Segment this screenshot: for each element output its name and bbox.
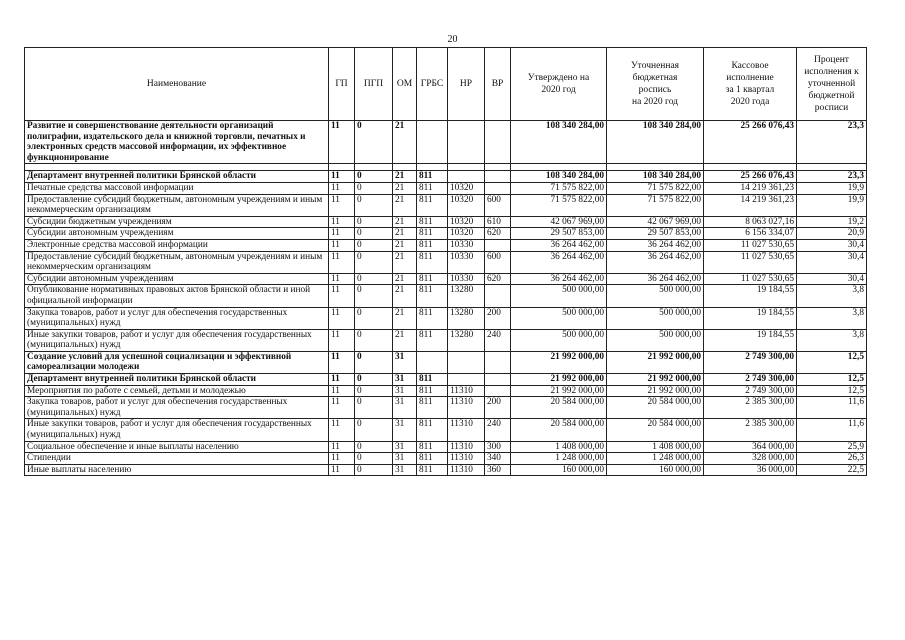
- cell-percent: 23,3: [797, 171, 867, 183]
- cell-pgp: 0: [355, 374, 393, 386]
- cell-cash: 25 266 076,43: [704, 121, 797, 164]
- cell-gp: 11: [329, 171, 355, 183]
- cell-name: Иные закупки товаров, работ и услуг для обеспечения государственных (муниципальных) нужд: [25, 419, 329, 441]
- cell-cash: 6 156 334,07: [704, 228, 797, 240]
- cell-cash: 19 184,55: [704, 285, 797, 307]
- cell-refined: 108 340 284,00: [607, 171, 704, 183]
- cell-om: 21: [393, 251, 417, 273]
- cell-om: 31: [393, 374, 417, 386]
- cell-refined: 36 264 462,00: [607, 251, 704, 273]
- header-om: [393, 48, 417, 121]
- cell-grbs: 811: [417, 285, 448, 307]
- table-body: [25, 121, 867, 476]
- cell-refined: 1 248 000,00: [607, 453, 704, 465]
- cell-cash: 14 219 361,23: [704, 182, 797, 194]
- cell-gp: 11: [329, 239, 355, 251]
- cell-grbs: [417, 351, 448, 373]
- cell-refined: 71 575 822,00: [607, 182, 704, 194]
- cell-vr: 600: [485, 194, 511, 216]
- cell-grbs: 811: [417, 171, 448, 183]
- cell-name: Развитие и совершенствование деятельности организаций полиграфии, издательского дела и книжной торговли, печатных и электронных средств массовой информации, их эффективное функционирование: [25, 121, 329, 164]
- cell-approved: 500 000,00: [511, 307, 607, 329]
- cell-name: Закупка товаров, работ и услуг для обеспечения государственных (муниципальных) нужд: [25, 397, 329, 419]
- cell-vr: [485, 171, 511, 183]
- header-line: бюджетная: [632, 73, 678, 83]
- table-row: [25, 216, 867, 228]
- header-cash: [704, 48, 797, 121]
- table-row: [25, 307, 867, 329]
- cell-np: [448, 374, 485, 386]
- cell-vr: 200: [485, 307, 511, 329]
- cell-np: 11310: [448, 464, 485, 476]
- table-row: [25, 273, 867, 285]
- cell-np: 10330: [448, 239, 485, 251]
- table-row: [25, 121, 867, 164]
- cell-grbs: 811: [417, 453, 448, 465]
- table-row: [25, 453, 867, 465]
- cell-np: 11310: [448, 397, 485, 419]
- spacer-row: [25, 164, 867, 171]
- cell-pgp: 0: [355, 194, 393, 216]
- cell-name: Закупка товаров, работ и услуг для обеспечения государственных (муниципальных) нужд: [25, 307, 329, 329]
- header-line: НР: [459, 79, 473, 89]
- cell-om: 21: [393, 329, 417, 351]
- header-line: 2020 год: [541, 85, 576, 95]
- cell-np: 10320: [448, 216, 485, 228]
- header-refined: [607, 48, 704, 121]
- cell-vr: 360: [485, 464, 511, 476]
- cell-name: [25, 164, 329, 171]
- cell-cash: 2 749 300,00: [704, 351, 797, 373]
- cell-np: 10320: [448, 194, 485, 216]
- cell-name: Субсидии автономным учреждениям: [25, 228, 329, 240]
- cell-grbs: 811: [417, 397, 448, 419]
- cell-refined: 36 264 462,00: [607, 273, 704, 285]
- cell-vr: [485, 385, 511, 397]
- cell-om: 31: [393, 397, 417, 419]
- header-line: 2020 года: [730, 97, 770, 107]
- table-row: [25, 351, 867, 373]
- cell-gp: 11: [329, 397, 355, 419]
- cell-np: [448, 171, 485, 183]
- cell-refined: 21 992 000,00: [607, 374, 704, 386]
- cell-gp: [329, 164, 355, 171]
- table-row: [25, 285, 867, 307]
- header-line: исполнения к: [804, 67, 859, 77]
- cell-percent: 25,9: [797, 441, 867, 453]
- table-header: [25, 48, 867, 121]
- cell-percent: [797, 164, 867, 171]
- cell-cash: 19 184,55: [704, 307, 797, 329]
- cell-gp: 11: [329, 285, 355, 307]
- cell-om: 21: [393, 171, 417, 183]
- cell-np: [448, 351, 485, 373]
- cell-cash: 11 027 530,65: [704, 251, 797, 273]
- cell-approved: 20 584 000,00: [511, 397, 607, 419]
- header-line: роспись: [638, 85, 672, 95]
- cell-approved: 21 992 000,00: [511, 385, 607, 397]
- header-line: за 1 квартал: [725, 85, 775, 95]
- cell-approved: 1 408 000,00: [511, 441, 607, 453]
- cell-approved: 20 584 000,00: [511, 419, 607, 441]
- cell-refined: 21 992 000,00: [607, 385, 704, 397]
- cell-percent: 12,5: [797, 351, 867, 373]
- header-line: Утверждено на: [527, 73, 590, 83]
- table-row: [25, 374, 867, 386]
- cell-cash: 19 184,55: [704, 329, 797, 351]
- cell-cash: 328 000,00: [704, 453, 797, 465]
- cell-om: [393, 164, 417, 171]
- cell-cash: 8 063 027,16: [704, 216, 797, 228]
- cell-approved: 21 992 000,00: [511, 351, 607, 373]
- cell-np: 11310: [448, 441, 485, 453]
- cell-gp: 11: [329, 329, 355, 351]
- cell-name: Опубликование нормативных правовых актов Брянской области и иной официальной информации: [25, 285, 329, 307]
- cell-approved: 160 000,00: [511, 464, 607, 476]
- table-row: [25, 251, 867, 273]
- cell-name: Субсидии автономным учреждениям: [25, 273, 329, 285]
- cell-vr: 600: [485, 251, 511, 273]
- cell-grbs: 811: [417, 329, 448, 351]
- cell-pgp: 0: [355, 329, 393, 351]
- cell-approved: [511, 164, 607, 171]
- cell-approved: 36 264 462,00: [511, 273, 607, 285]
- header-line: Процент: [814, 55, 849, 65]
- cell-name: Субсидии бюджетным учреждениям: [25, 216, 329, 228]
- cell-gp: 11: [329, 273, 355, 285]
- header-line: ГРБС: [420, 79, 444, 89]
- cell-name: Предоставление субсидий бюджетным, автономным учреждениям и иным некоммерческим организациям: [25, 251, 329, 273]
- cell-om: 31: [393, 464, 417, 476]
- cell-grbs: 811: [417, 464, 448, 476]
- cell-cash: 36 000,00: [704, 464, 797, 476]
- cell-approved: 36 264 462,00: [511, 239, 607, 251]
- cell-vr: 300: [485, 441, 511, 453]
- cell-gp: 11: [329, 419, 355, 441]
- cell-gp: 11: [329, 194, 355, 216]
- cell-vr: [485, 164, 511, 171]
- cell-gp: 11: [329, 307, 355, 329]
- table-row: [25, 182, 867, 194]
- cell-grbs: 811: [417, 194, 448, 216]
- cell-grbs: 811: [417, 239, 448, 251]
- header-line: Кассовое: [731, 61, 769, 71]
- cell-pgp: 0: [355, 251, 393, 273]
- cell-approved: 108 340 284,00: [511, 121, 607, 164]
- cell-gp: 11: [329, 216, 355, 228]
- cell-om: 21: [393, 228, 417, 240]
- table-row: [25, 239, 867, 251]
- cell-grbs: 811: [417, 441, 448, 453]
- cell-name: Социальное обеспечение и иные выплаты населению: [25, 441, 329, 453]
- cell-gp: 11: [329, 374, 355, 386]
- cell-name: Стипендии: [25, 453, 329, 465]
- cell-grbs: 811: [417, 385, 448, 397]
- cell-approved: 71 575 822,00: [511, 182, 607, 194]
- cell-pgp: 0: [355, 441, 393, 453]
- header-gp: [329, 48, 355, 121]
- cell-cash: 11 027 530,65: [704, 273, 797, 285]
- cell-grbs: [417, 121, 448, 164]
- cell-refined: 500 000,00: [607, 307, 704, 329]
- cell-pgp: 0: [355, 121, 393, 164]
- table-row: [25, 385, 867, 397]
- cell-approved: 36 264 462,00: [511, 251, 607, 273]
- cell-np: 11310: [448, 419, 485, 441]
- cell-grbs: 811: [417, 419, 448, 441]
- cell-percent: 30,4: [797, 251, 867, 273]
- cell-grbs: 811: [417, 182, 448, 194]
- cell-percent: 11,6: [797, 419, 867, 441]
- cell-np: 11310: [448, 453, 485, 465]
- cell-approved: 500 000,00: [511, 329, 607, 351]
- cell-om: 21: [393, 273, 417, 285]
- cell-om: 21: [393, 216, 417, 228]
- table-row: [25, 171, 867, 183]
- cell-np: 10330: [448, 273, 485, 285]
- header-line: ВР: [491, 79, 504, 89]
- cell-grbs: 811: [417, 273, 448, 285]
- cell-grbs: [417, 164, 448, 171]
- cell-gp: 11: [329, 121, 355, 164]
- cell-np: [448, 121, 485, 164]
- table-row: [25, 464, 867, 476]
- cell-vr: [485, 374, 511, 386]
- cell-grbs: 811: [417, 216, 448, 228]
- header-line: ПГП: [363, 79, 384, 89]
- cell-approved: 1 248 000,00: [511, 453, 607, 465]
- cell-percent: 19,9: [797, 182, 867, 194]
- cell-gp: 11: [329, 453, 355, 465]
- header-line: на 2020 год: [631, 97, 679, 107]
- page-number: 20: [447, 34, 458, 45]
- cell-name: Иные выплаты населению: [25, 464, 329, 476]
- cell-percent: 30,4: [797, 239, 867, 251]
- cell-approved: 21 992 000,00: [511, 374, 607, 386]
- cell-cash: 2 749 300,00: [704, 385, 797, 397]
- table-row: [25, 228, 867, 240]
- header-line: росписи: [814, 103, 849, 113]
- cell-np: 10320: [448, 228, 485, 240]
- header-vr: [485, 48, 511, 121]
- header-np: [448, 48, 485, 121]
- cell-vr: [485, 239, 511, 251]
- table-row: [25, 194, 867, 216]
- cell-pgp: 0: [355, 464, 393, 476]
- cell-percent: 11,6: [797, 397, 867, 419]
- table-row: [25, 419, 867, 441]
- cell-gp: 11: [329, 385, 355, 397]
- cell-np: 11310: [448, 385, 485, 397]
- cell-vr: [485, 351, 511, 373]
- cell-np: 13280: [448, 285, 485, 307]
- header-grbs: [417, 48, 448, 121]
- cell-cash: 25 266 076,43: [704, 171, 797, 183]
- cell-cash: 2 749 300,00: [704, 374, 797, 386]
- cell-refined: 500 000,00: [607, 329, 704, 351]
- cell-om: 21: [393, 307, 417, 329]
- header-line: исполнение: [726, 73, 774, 83]
- cell-refined: 1 408 000,00: [607, 441, 704, 453]
- cell-percent: 23,3: [797, 121, 867, 164]
- cell-grbs: 811: [417, 228, 448, 240]
- cell-percent: 20,9: [797, 228, 867, 240]
- cell-cash: 14 219 361,23: [704, 194, 797, 216]
- cell-name: Департамент внутренней политики Брянской области: [25, 374, 329, 386]
- cell-vr: [485, 182, 511, 194]
- cell-percent: 3,8: [797, 285, 867, 307]
- cell-percent: 3,8: [797, 329, 867, 351]
- header-line: Наименование: [146, 79, 207, 89]
- cell-gp: 11: [329, 441, 355, 453]
- cell-np: 13280: [448, 307, 485, 329]
- cell-pgp: 0: [355, 239, 393, 251]
- header-name: [25, 48, 329, 121]
- cell-om: 31: [393, 419, 417, 441]
- cell-refined: 500 000,00: [607, 285, 704, 307]
- cell-refined: 21 992 000,00: [607, 351, 704, 373]
- cell-refined: [607, 164, 704, 171]
- cell-percent: 19,2: [797, 216, 867, 228]
- cell-vr: 620: [485, 273, 511, 285]
- header-line: ОМ: [396, 79, 413, 89]
- cell-name: Департамент внутренней политики Брянской области: [25, 171, 329, 183]
- cell-cash: [704, 164, 797, 171]
- cell-pgp: 0: [355, 419, 393, 441]
- cell-refined: 42 067 969,00: [607, 216, 704, 228]
- cell-om: 21: [393, 285, 417, 307]
- cell-gp: 11: [329, 182, 355, 194]
- cell-np: 10330: [448, 251, 485, 273]
- cell-pgp: 0: [355, 453, 393, 465]
- cell-percent: 30,4: [797, 273, 867, 285]
- cell-refined: 20 584 000,00: [607, 397, 704, 419]
- cell-om: 31: [393, 441, 417, 453]
- header-line: уточненной: [807, 79, 856, 89]
- cell-refined: 29 507 853,00: [607, 228, 704, 240]
- cell-percent: 12,5: [797, 374, 867, 386]
- cell-np: 13280: [448, 329, 485, 351]
- cell-approved: 29 507 853,00: [511, 228, 607, 240]
- cell-refined: 160 000,00: [607, 464, 704, 476]
- cell-om: 21: [393, 194, 417, 216]
- cell-pgp: 0: [355, 351, 393, 373]
- cell-refined: 20 584 000,00: [607, 419, 704, 441]
- header-approved: [511, 48, 607, 121]
- cell-vr: [485, 121, 511, 164]
- cell-om: 31: [393, 385, 417, 397]
- cell-om: 21: [393, 182, 417, 194]
- cell-pgp: 0: [355, 216, 393, 228]
- cell-refined: 108 340 284,00: [607, 121, 704, 164]
- cell-om: 31: [393, 351, 417, 373]
- cell-name: Печатные средства массовой информации: [25, 182, 329, 194]
- cell-vr: 200: [485, 397, 511, 419]
- cell-gp: 11: [329, 228, 355, 240]
- cell-vr: 610: [485, 216, 511, 228]
- cell-vr: 240: [485, 329, 511, 351]
- cell-pgp: 0: [355, 385, 393, 397]
- cell-om: 31: [393, 453, 417, 465]
- cell-approved: 42 067 969,00: [511, 216, 607, 228]
- cell-grbs: 811: [417, 251, 448, 273]
- cell-approved: 500 000,00: [511, 285, 607, 307]
- cell-name: Создание условий для успешной социализации и эффективной самореализации молодежи: [25, 351, 329, 373]
- cell-cash: 364 000,00: [704, 441, 797, 453]
- cell-pgp: 0: [355, 307, 393, 329]
- cell-gp: 11: [329, 464, 355, 476]
- cell-pgp: 0: [355, 182, 393, 194]
- cell-name: Мероприятия по работе с семьей, детьми и молодежью: [25, 385, 329, 397]
- header-pgp: [355, 48, 393, 121]
- cell-pgp: 0: [355, 285, 393, 307]
- cell-cash: 2 385 300,00: [704, 419, 797, 441]
- cell-gp: 11: [329, 351, 355, 373]
- header-percent: [797, 48, 867, 121]
- cell-vr: 620: [485, 228, 511, 240]
- table-row: [25, 329, 867, 351]
- cell-name: Электронные средства массовой информации: [25, 239, 329, 251]
- table-row: [25, 441, 867, 453]
- cell-percent: 26,3: [797, 453, 867, 465]
- budget-execution-table: [24, 47, 867, 476]
- cell-om: 21: [393, 239, 417, 251]
- cell-name: Предоставление субсидий бюджетным, автономным учреждениям и иным некоммерческим организациям: [25, 194, 329, 216]
- cell-grbs: 811: [417, 307, 448, 329]
- cell-cash: 11 027 530,65: [704, 239, 797, 251]
- cell-pgp: 0: [355, 273, 393, 285]
- cell-percent: 19,9: [797, 194, 867, 216]
- cell-np: 10320: [448, 182, 485, 194]
- cell-approved: 108 340 284,00: [511, 171, 607, 183]
- cell-vr: [485, 285, 511, 307]
- cell-refined: 71 575 822,00: [607, 194, 704, 216]
- cell-pgp: 0: [355, 171, 393, 183]
- cell-pgp: 0: [355, 397, 393, 419]
- cell-refined: 36 264 462,00: [607, 239, 704, 251]
- header-line: ГП: [335, 79, 348, 89]
- cell-approved: 71 575 822,00: [511, 194, 607, 216]
- cell-gp: 11: [329, 251, 355, 273]
- cell-name: Иные закупки товаров, работ и услуг для обеспечения государственных (муниципальных) нужд: [25, 329, 329, 351]
- cell-vr: 340: [485, 453, 511, 465]
- cell-percent: 12,5: [797, 385, 867, 397]
- table-row: [25, 397, 867, 419]
- cell-percent: 22,5: [797, 464, 867, 476]
- cell-grbs: 811: [417, 374, 448, 386]
- header-line: бюджетной: [808, 91, 855, 101]
- header-line: Уточненная: [630, 61, 680, 71]
- cell-pgp: 0: [355, 228, 393, 240]
- cell-vr: 240: [485, 419, 511, 441]
- cell-pgp: [355, 164, 393, 171]
- cell-percent: 3,8: [797, 307, 867, 329]
- cell-np: [448, 164, 485, 171]
- cell-om: 21: [393, 121, 417, 164]
- cell-cash: 2 385 300,00: [704, 397, 797, 419]
